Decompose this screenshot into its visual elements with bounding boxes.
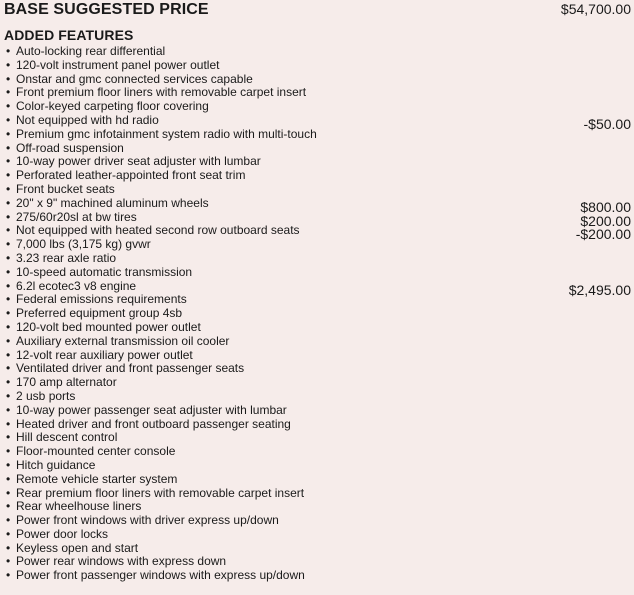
bullet-icon: •: [6, 223, 11, 238]
feature-name: 275/60r20sl at bw tires: [16, 209, 137, 224]
feature-name: 7,000 lbs (3,175 kg) gvwr: [16, 237, 151, 252]
bullet-icon: •: [6, 126, 11, 141]
feature-name: Not equipped with hd radio: [16, 112, 159, 127]
base-price-label: BASE SUGGESTED PRICE: [4, 1, 209, 18]
feature-name: Auto-locking rear differential: [16, 44, 166, 58]
feature-item: [6, 266, 631, 280]
feature-item: [6, 155, 631, 169]
feature-item: [6, 542, 631, 556]
feature-name: Rear premium floor liners with removable carpet insert: [16, 485, 305, 500]
feature-text: [6, 418, 291, 432]
feature-name: Preferred equipment group 4sb: [16, 306, 183, 321]
feature-text: [6, 335, 229, 349]
feature-name: Federal emissions requirements: [16, 292, 187, 307]
feature-text: [6, 86, 306, 100]
bullet-icon: •: [6, 375, 11, 390]
bullet-icon: •: [6, 388, 11, 403]
feature-text: [6, 362, 244, 376]
bullet-icon: •: [6, 154, 11, 169]
feature-item: [6, 335, 631, 349]
bullet-icon: •: [6, 99, 11, 114]
bullet-icon: •: [6, 71, 11, 86]
feature-item: [6, 431, 631, 445]
feature-text: [6, 487, 304, 501]
bullet-icon: •: [6, 264, 11, 279]
feature-text: [6, 169, 245, 183]
feature-name: 10-way power passenger seat adjuster with lumbar: [16, 402, 287, 417]
feature-text: [6, 349, 193, 363]
feature-item: [6, 238, 631, 252]
feature-text: [6, 238, 151, 252]
bullet-icon: •: [6, 540, 11, 555]
feature-name: 120-volt bed mounted power outlet: [16, 319, 201, 334]
feature-name: 20" x 9" machined aluminum wheels: [16, 195, 209, 210]
feature-text: [6, 73, 253, 87]
feature-item: [6, 445, 631, 459]
feature-item: [6, 183, 631, 197]
feature-name: Ventilated driver and front passenger seats: [16, 361, 245, 376]
feature-item: [6, 500, 631, 514]
bullet-icon: •: [6, 568, 11, 583]
feature-name: Remote vehicle starter system: [16, 471, 178, 486]
feature-price: -$50.00: [583, 115, 631, 132]
feature-price: -$200.00: [575, 226, 631, 243]
bullet-icon: •: [6, 195, 11, 210]
bullet-icon: •: [6, 554, 11, 569]
bullet-icon: •: [6, 237, 11, 252]
feature-item: [6, 307, 631, 321]
feature-text: [6, 211, 137, 225]
bullet-icon: •: [6, 44, 11, 58]
feature-name: Auxiliary external transmission oil cooler: [16, 333, 230, 348]
feature-name: Premium gmc infotainment system radio with multi-touch: [16, 126, 317, 141]
feature-item: [6, 349, 631, 363]
feature-item: [6, 223, 631, 243]
feature-item: [6, 100, 631, 114]
feature-name: Onstar and gmc connected services capable: [16, 71, 253, 86]
feature-text: [6, 321, 201, 335]
bullet-icon: •: [6, 181, 11, 196]
feature-name: 6.2l ecotec3 v8 engine: [16, 278, 137, 293]
feature-text: [6, 100, 209, 114]
feature-item: [6, 195, 631, 215]
bullet-icon: •: [6, 306, 11, 321]
feature-text: [6, 514, 279, 528]
feature-item: [6, 59, 631, 73]
bullet-icon: •: [6, 485, 11, 500]
feature-item: [6, 569, 631, 583]
feature-name: Off-road suspension: [16, 140, 124, 155]
feature-name: Front bucket seats: [16, 181, 115, 196]
feature-name: Perforated leather-appointed front seat trim: [16, 168, 246, 183]
bullet-icon: •: [6, 416, 11, 431]
feature-text: [6, 45, 165, 59]
feature-name: Heated driver and front outboard passenger seating: [16, 416, 291, 431]
bullet-icon: •: [6, 250, 11, 265]
feature-text: [6, 183, 115, 197]
feature-item: [6, 142, 631, 156]
feature-item: [6, 321, 631, 335]
feature-text: [6, 569, 305, 583]
feature-text: [6, 266, 192, 280]
feature-name: Power front passenger windows with express up/down: [16, 568, 305, 583]
bullet-icon: •: [6, 292, 11, 307]
feature-item: [6, 404, 631, 418]
bullet-icon: •: [6, 57, 11, 72]
feature-name: Rear wheelhouse liners: [16, 499, 142, 514]
feature-item: [6, 112, 631, 132]
bullet-icon: •: [6, 209, 11, 224]
feature-name: Power front windows with driver express up/down: [16, 513, 279, 528]
feature-item: [6, 128, 631, 142]
feature-item: [6, 362, 631, 376]
feature-text: [6, 459, 95, 473]
feature-item: [6, 418, 631, 432]
base-price-row: [4, 1, 631, 19]
feature-item: [6, 473, 631, 487]
bullet-icon: •: [6, 333, 11, 348]
added-features-title: ADDED FEATURES: [4, 27, 134, 43]
feature-text: [6, 555, 226, 569]
bullet-icon: •: [6, 85, 11, 100]
feature-name: Power rear windows with express down: [16, 554, 227, 569]
feature-name: Floor-mounted center console: [16, 444, 176, 459]
feature-name: Hill descent control: [16, 430, 118, 445]
feature-text: [6, 197, 209, 211]
feature-text: [6, 500, 141, 514]
feature-text: [6, 252, 116, 266]
feature-text: [6, 142, 124, 156]
bullet-icon: •: [6, 319, 11, 334]
feature-item: [6, 293, 631, 307]
feature-text: [6, 376, 117, 390]
bullet-icon: •: [6, 471, 11, 486]
bullet-icon: •: [6, 347, 11, 362]
feature-text: [6, 445, 175, 459]
feature-text: [6, 59, 219, 73]
feature-name: Keyless open and start: [16, 540, 139, 555]
feature-item: [6, 73, 631, 87]
bullet-icon: •: [6, 513, 11, 528]
feature-text: [6, 390, 75, 404]
feature-text: [6, 293, 187, 307]
feature-name: Hitch guidance: [16, 457, 96, 472]
feature-item: [6, 278, 631, 298]
feature-price: $2,495.00: [568, 281, 631, 298]
feature-item: [6, 376, 631, 390]
feature-name: 2 usb ports: [16, 388, 76, 403]
feature-name: Front premium floor liners with removable carpet insert: [16, 85, 307, 100]
base-price-value: $54,700.00: [560, 1, 631, 17]
bullet-icon: •: [6, 444, 11, 459]
feature-item: [6, 45, 631, 59]
feature-text: [6, 404, 287, 418]
bullet-icon: •: [6, 402, 11, 417]
feature-name: 170 amp alternator: [16, 375, 117, 390]
feature-item: [6, 252, 631, 266]
feature-item: [6, 209, 631, 229]
feature-text: [6, 528, 108, 542]
feature-name: Color-keyed carpeting floor covering: [16, 99, 209, 114]
feature-item: [6, 86, 631, 100]
bullet-icon: •: [6, 361, 11, 376]
feature-text: [6, 128, 317, 142]
feature-text: [6, 280, 136, 294]
feature-name: 10-way power driver seat adjuster with lumbar: [16, 154, 261, 169]
bullet-icon: •: [6, 526, 11, 541]
feature-name: 12-volt rear auxiliary power outlet: [16, 347, 193, 362]
feature-price: $800.00: [580, 198, 631, 215]
bullet-icon: •: [6, 278, 11, 293]
bullet-icon: •: [6, 168, 11, 183]
feature-name: Power door locks: [16, 526, 109, 541]
feature-text: [6, 114, 159, 128]
feature-text: [6, 307, 182, 321]
feature-text: [6, 431, 117, 445]
feature-name: 10-speed automatic transmission: [16, 264, 193, 279]
feature-name: 120-volt instrument panel power outlet: [16, 57, 220, 72]
feature-name: 3.23 rear axle ratio: [16, 250, 117, 265]
added-features-list: [6, 45, 631, 583]
feature-item: [6, 169, 631, 183]
feature-price: $200.00: [580, 212, 631, 229]
feature-item: [6, 514, 631, 528]
feature-text: [6, 224, 300, 238]
feature-text: [6, 542, 138, 556]
feature-item: [6, 459, 631, 473]
feature-name: Not equipped with heated second row outboard seats: [16, 223, 300, 238]
feature-item: [6, 555, 631, 569]
feature-item: [6, 390, 631, 404]
bullet-icon: •: [6, 457, 11, 472]
feature-item: [6, 487, 631, 501]
bullet-icon: •: [6, 430, 11, 445]
feature-text: [6, 155, 261, 169]
bullet-icon: •: [6, 140, 11, 155]
feature-text: [6, 473, 177, 487]
feature-item: [6, 528, 631, 542]
bullet-icon: •: [6, 112, 11, 127]
bullet-icon: •: [6, 499, 11, 514]
